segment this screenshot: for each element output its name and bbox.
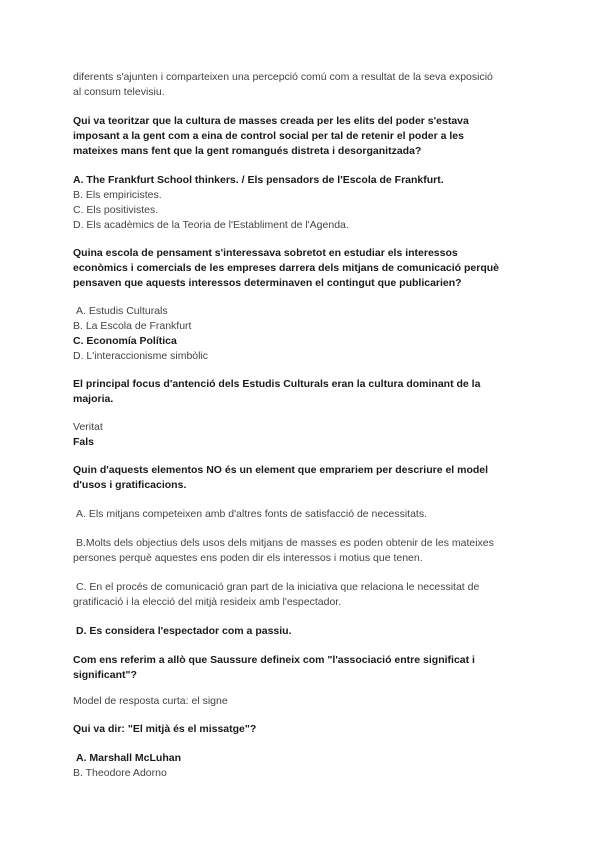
option-correct: A. The Frankfurt School thinkers. / Els pensadors de l'Escola de Frankfurt. (73, 174, 444, 186)
option: B. Els empiricistes. (73, 189, 162, 201)
intro-line: diferents s'ajunten i comparteixen una percepció comú com a resultat de la seva exposició (73, 71, 493, 83)
intro-line: al consum televisiu. (73, 86, 165, 98)
option-correct: D. Es considera l'espectador com a passiu. (76, 625, 292, 637)
option: C. Els positivistes. (73, 204, 159, 216)
option: D. Els acadèmics de la Teoria de l'Establiment de l'Agenda. (73, 219, 349, 231)
intro-paragraph (73, 70, 533, 100)
option-correct: C. Economía Política (73, 335, 177, 347)
option-line: B.Molts dels objectius dels usos dels mitjans de masses es poden obtenir de les mateixes (76, 537, 494, 549)
option-correct: A. Marshall McLuhan (76, 752, 182, 764)
question-text: mateixes mans fent que la gent romangués distreta i desorganitzada? (73, 145, 422, 157)
question-text: Qui va dir: "El mitjà és el missatge"? (73, 723, 257, 735)
question-1 (73, 114, 533, 233)
question-6 (73, 722, 533, 781)
question-text: imposant a la gent com a eina de control social per tal de retenir el poder a les (73, 130, 464, 142)
question-3 (73, 377, 533, 450)
question-text: Com ens referim a allò que Saussure defineix com "l'associació entre significat i (73, 654, 475, 666)
option: D. L'interaccionisme simbòlic (73, 350, 209, 362)
question-text: pensaven que aquests interessos determinaven el contingut que publicarien? (73, 277, 462, 289)
question-text: Qui va teoritzar que la cultura de masses creada per les elits del poder s'estava (73, 115, 469, 127)
question-text: econòmics i comercials de les empreses darrera dels mitjans de comunicació perquè (73, 262, 500, 274)
option: Veritat (73, 421, 103, 433)
option-line: C. En el procés de comunicació gran part de la iniciativa que relaciona le necessitat de (76, 581, 480, 593)
question-text: d'usos i gratificacions. (73, 479, 187, 491)
question-text: Quina escola de pensament s'interessava sobretot en estudiar els interessos (73, 247, 458, 259)
question-text: Quin d'aquests elementos NO és un element que emprariem per descriure el model (73, 464, 489, 476)
option (73, 580, 533, 610)
option: A. Estudis Culturals (76, 305, 168, 317)
option: B. La Escola de Frankfurt (73, 320, 192, 332)
question-5 (73, 653, 533, 709)
option-line: persones perquè aquestes ens poden dir els interessos i motius que tenen. (73, 552, 423, 564)
option (73, 536, 533, 566)
question-text: El principal focus d'antenció dels Estudis Culturals eran la cultura dominant de la (73, 378, 481, 390)
question-text: majoria. (73, 393, 114, 405)
question-text: significant"? (73, 669, 137, 681)
question-4 (73, 463, 533, 639)
option: B. Theodore Adorno (73, 767, 167, 779)
option-line: gratificació i la elecció del mitjà resideix amb l'espectador. (73, 596, 342, 608)
question-2 (73, 246, 533, 364)
option: A. Els mitjans competeixen amb d'altres fonts de satisfacció de necessitats. (76, 508, 428, 520)
short-answer: Model de resposta curta: el signe (73, 695, 228, 707)
option-correct: Fals (73, 436, 95, 448)
document-page (73, 70, 533, 781)
